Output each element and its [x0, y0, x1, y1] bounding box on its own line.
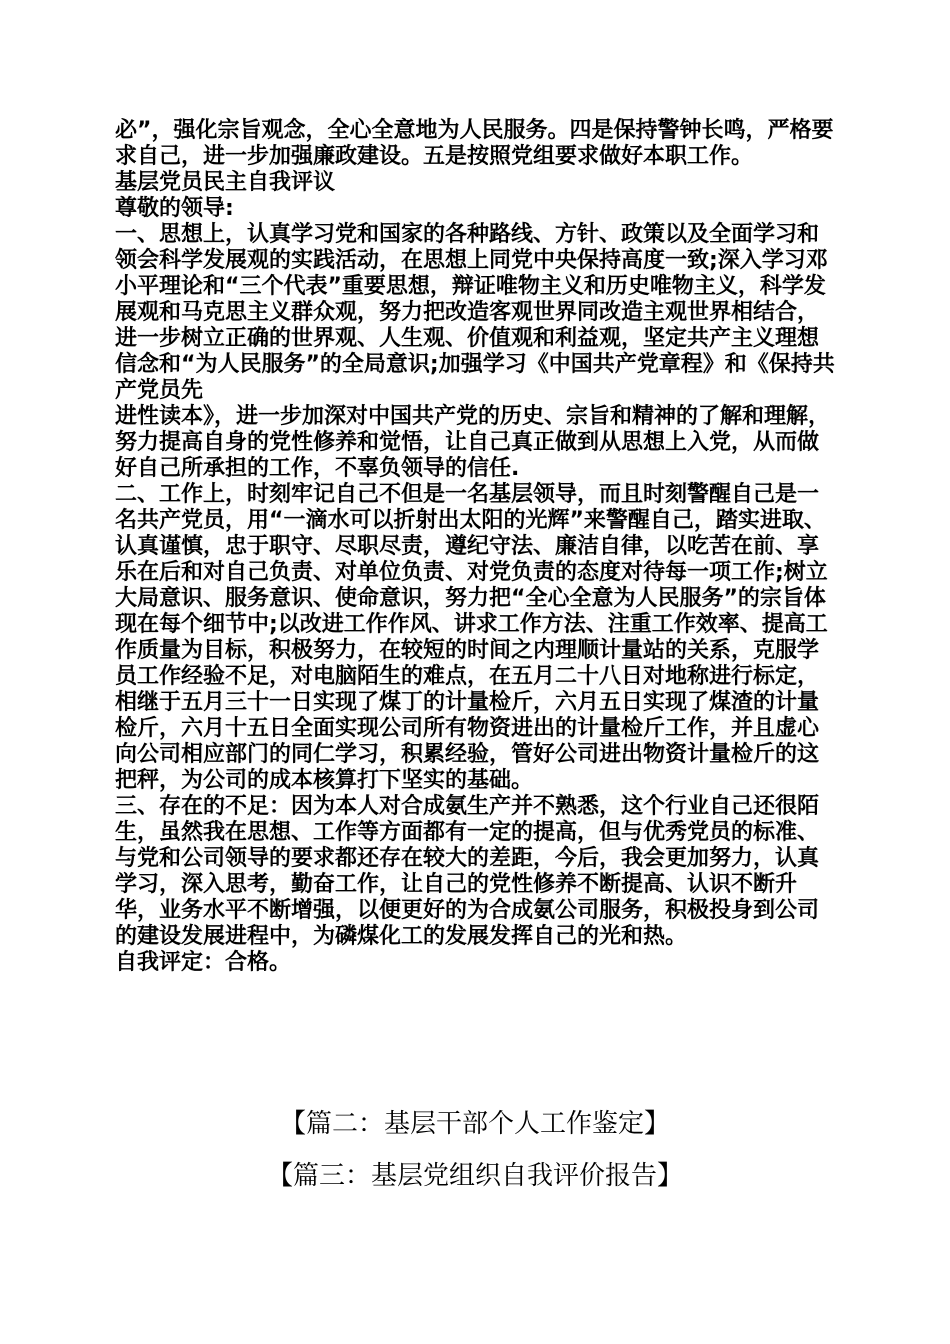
- self-rating: 自我评定：合格。: [115, 950, 292, 975]
- salutation: 尊敬的领导:: [115, 196, 234, 221]
- heading-part-three: 【篇三：基层党组织自我评价报告】: [266, 1161, 683, 1191]
- paragraph-continuation: 必”，强化宗旨观念，全心全意地为人民服务。四是保持警钟长鸣，严格要求自己，进一步加强廉政建设。五是按照党组要求做好本职工作。: [115, 118, 834, 169]
- paragraph-work: 二、工作上，时刻牢记自己不但是一名基层领导，而且时刻警醒自己是一名共产党员，用“一滴水可以折射出太阳的光辉”来警醒自己，踏实进取、认真谨慎，忠于职守、尽职尽责，遵纪守法、廉洁自律，以吃苦在前、享乐在后和对自己负责、对单位负责、对党负责的态度对待每一项工作;树立大局意识、服务意识、使命意识，努力把“全心全意为人民服务”的宗旨体现在每个细节中;以改进工作作风、讲求工作方法、注重工作效率、提高工作质量为目标，积极努力，在较短的时间之内理顺计量站的关系，克服学员工作经验不足，对电脑陌生的难点，在五月二十八日对地称进行标定，相继于五月三十一日实现了煤丁的计量检斤，六月五日实现了煤渣的计量检斤，六月十五日全面实现公司所有物资进出的计量检斤工作，并且虚心向公司相应部门的同仁学习，积累经验，管好公司进出物资计量检斤的这把秤，为公司的成本核算打下坚实的基础。: [115, 482, 828, 793]
- section-title: 基层党员民主自我评议: [115, 170, 336, 195]
- paragraph-thought: 一、思想上，认真学习党和国家的各种路线、方针、政策以及全面学习和领会科学发展观的实践活动，在思想上同党中央保持高度一致;深入学习邓小平理论和“三个代表”重要思想，辩证唯物主义和历史唯物主义，科学发展观和马克思主义群众观，努力把改造客观世界同改造主观世界相结合，进一步树立正确的世界观、人生观、价值观和利益观，坚定共产主义理想信念和“为人民服务”的全局意识;加强学习《中国共产党章程》和《保持共产党员先: [115, 222, 835, 403]
- paragraph-thought-cont: 进性读本》，进一步加深对中国共产党的历史、宗旨和精神的了解和理解，努力提高自身的党性修养和觉悟，让自己真正做到从思想上入党，从而做好自己所承担的工作，不辜负领导的信任.: [115, 404, 831, 481]
- paragraph-shortcomings: 三、存在的不足：因为本人对合成氨生产并不熟悉，这个行业自己还很陌生，虽然我在思想、工作等方面都有一定的提高，但与优秀党员的标准、与党和公司领导的要求都还存在较大的差距，今后，我会更加努力，认真学习，深入思考，勤奋工作，让自己的党性修养不断提高、认识不断升华，业务水平不断增强，以便更好的为合成氨公司服务，积极投身到公司的建设发展进程中，为磷煤化工的发展发挥自己的光和热。: [115, 794, 820, 949]
- heading-part-two: 【篇二：基层干部个人工作鉴定】: [279, 1109, 670, 1139]
- document-body: [115, 118, 840, 976]
